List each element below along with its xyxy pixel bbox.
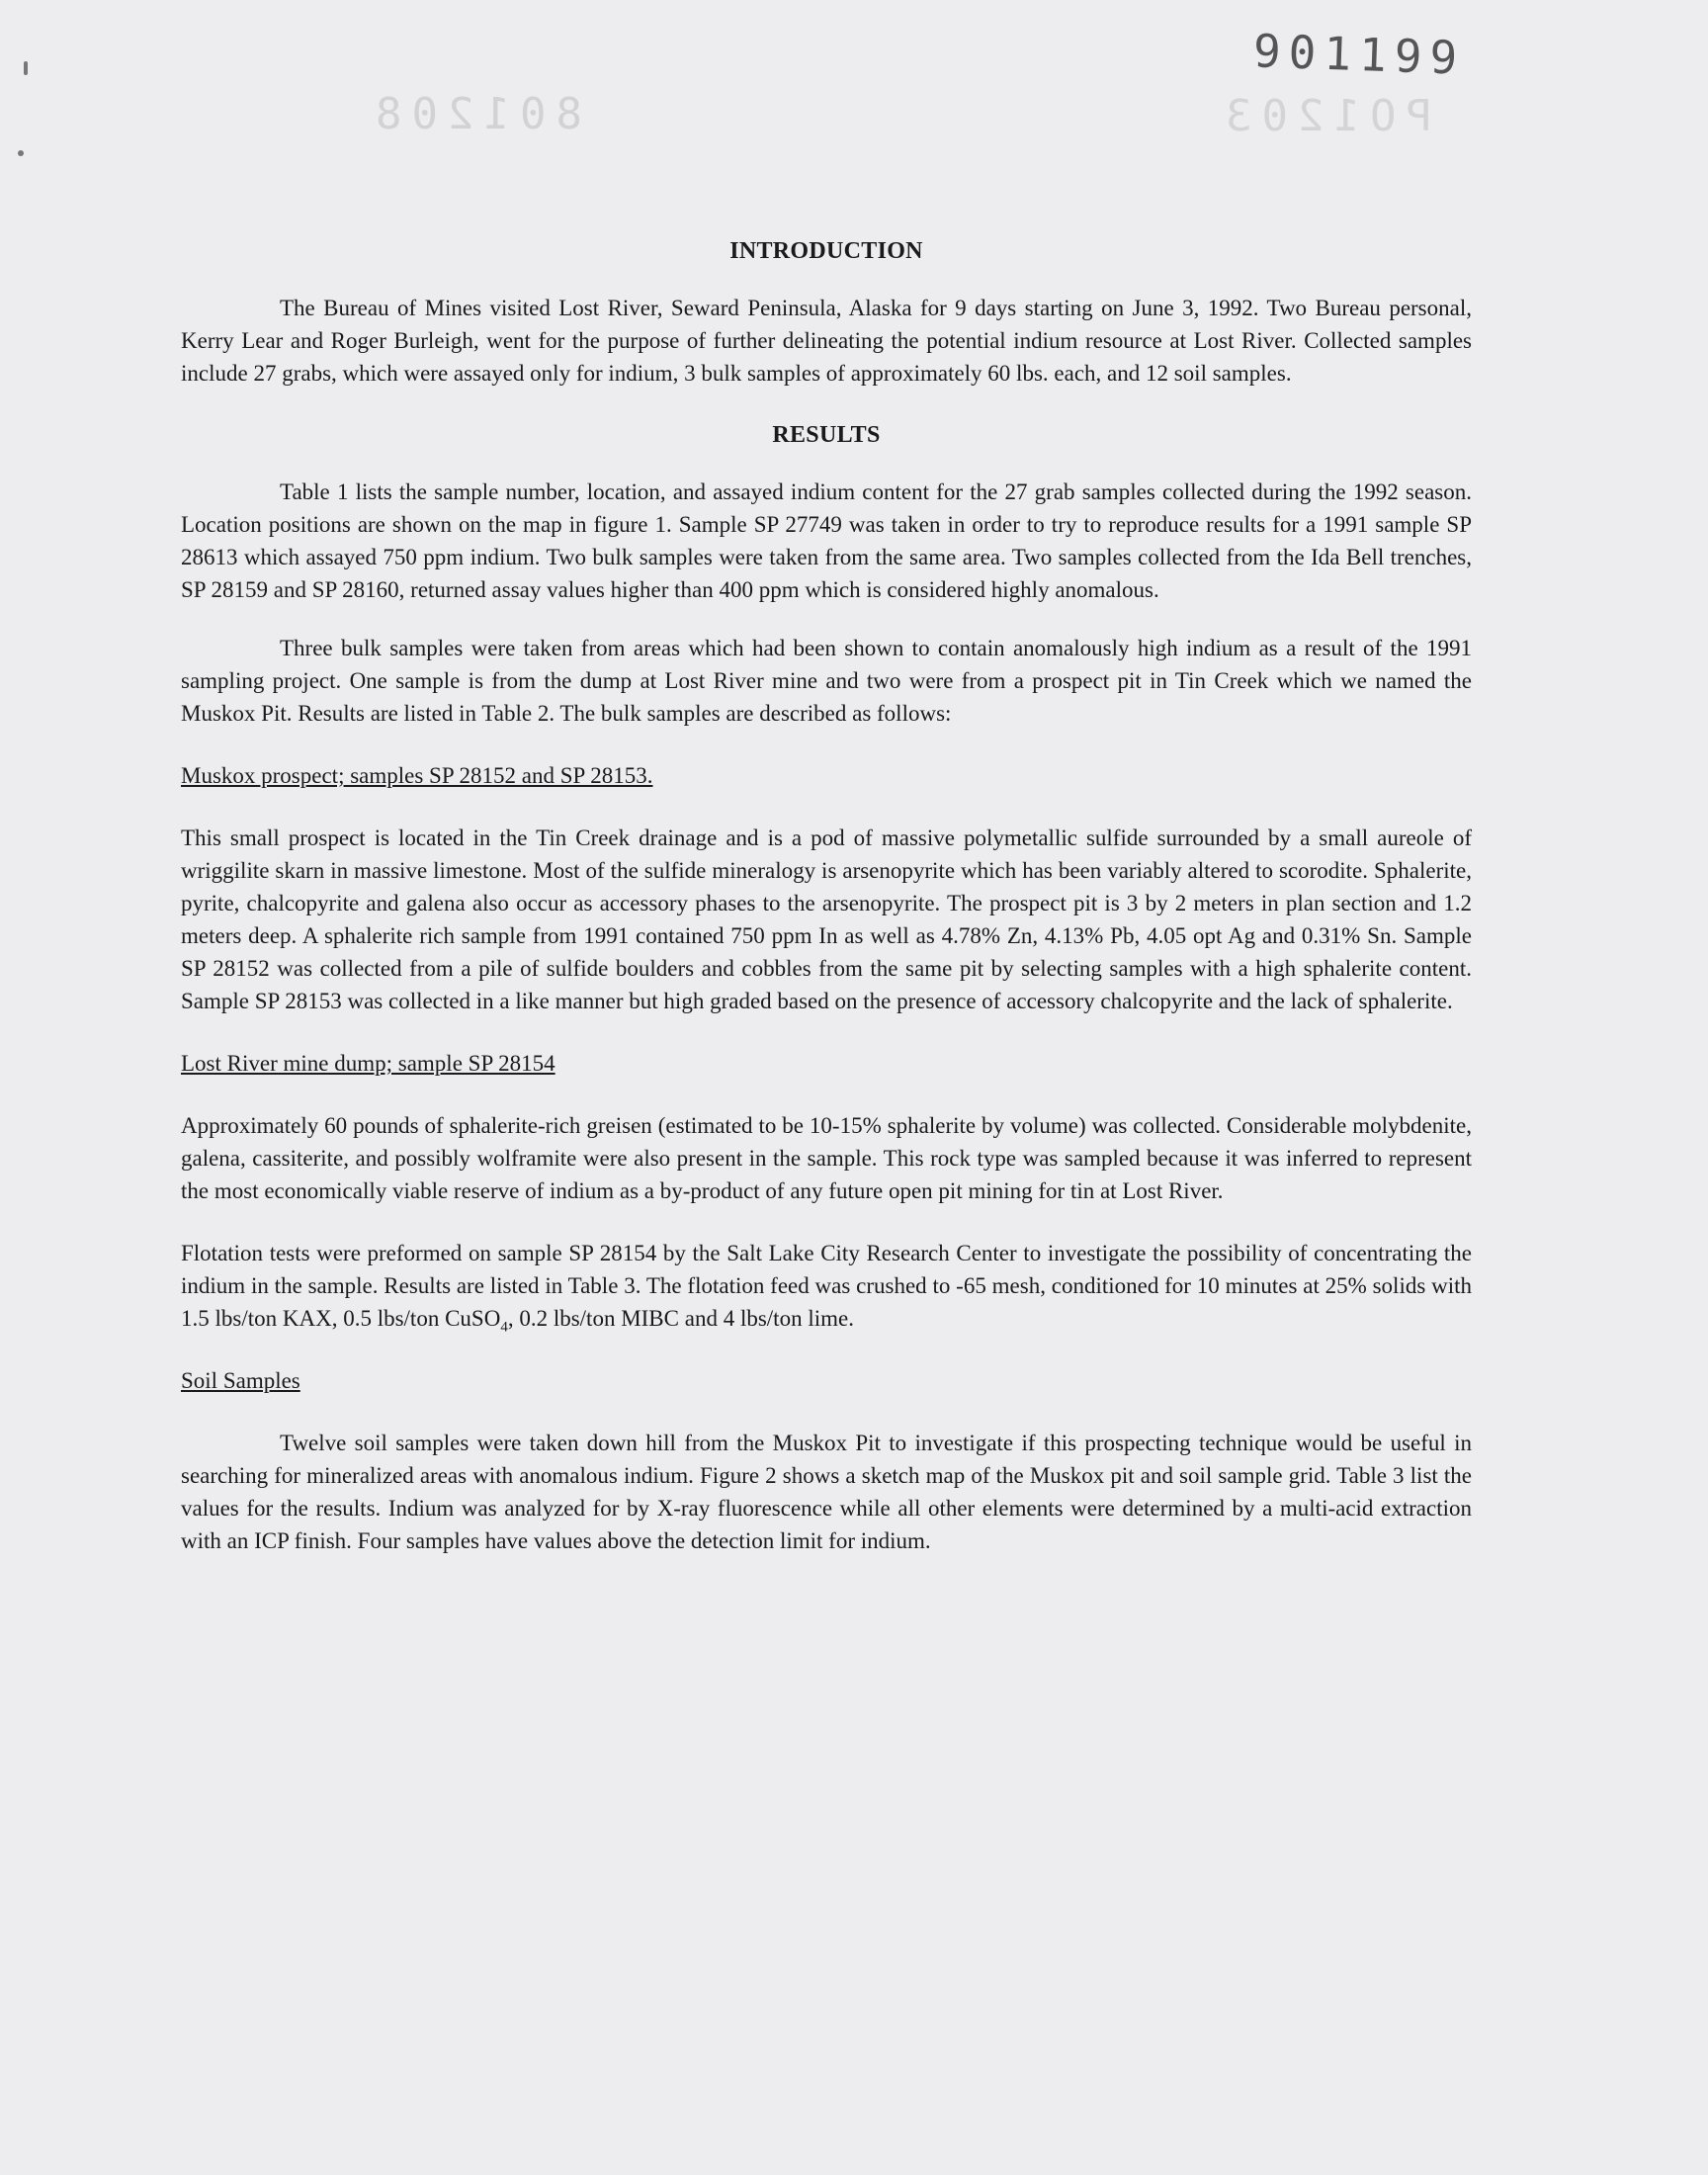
results-paragraph-2: Three bulk samples were taken from areas which had been shown to contain anomalously high indium as a result of the 1991 sampling project. One sample is from the dump at Lost River mine and two were from a prospect pit in Tin Creek which we named the Muskox Pit. Results are listed in Table 2. The bulk samples are described as follows: — [181, 636, 1472, 726]
muskox-paragraph: This small prospect is located in the Tin Creek drainage and is a pod of massive polymetallic sulfide surrounded by a small aureole of wriggilite skarn in massive limestone. Most of the sulfide mineralogy is arsenopyrite which has been variably altered to scorodite. Sphalerite, pyrite, chalcopyrite and galena also occur as accessory phases to the arsenopyrite. The prospect pit is 3 by 2 meters in plan section and 1.2 meters deep. A sphalerite rich sample from 1991 contained 750 ppm In as well as 4.78% Zn, 4.13% Pb, 4.05 opt Ag and 0.31% Sn. Sample SP 28152 was collected from a pile of sulfide boulders and cobbles from the same pit by selecting samples with a high sphalerite content. Sample SP 28153 was collected in a like manner but high graded based on the presence of accessory chalcopyrite and the lack of sphalerite. — [181, 826, 1472, 1013]
margin-mark-dot — [18, 150, 24, 156]
flotation-text-start: Flotation tests were preformed on sample SP 28154 by the Salt Lake City Research Center to investigate the possibility of concentrating the indium in the sample. Results are listed in Table 3. The flotation feed was crushed to -65 mesh, conditioned for 10 minutes at 25% solids with 1.5 lbs/ton KAX, 0.5 lbs/ton CuSO — [181, 1241, 1472, 1331]
document-body — [181, 229, 1472, 1587]
flotation-paragraph — [181, 1237, 1472, 1335]
lost-river-paragraph-1: Approximately 60 pounds of sphalerite-rich greisen (estimated to be 10-15% sphalerite by volume) was collected. Considerable molybdenite, galena, cassiterite, and possibly wolframite were also present in the sample. This rock type was sampled because it was inferred to represent the most economically viable reserve of indium as a by-product of any future open pit mining for tin at Lost River. — [181, 1113, 1472, 1203]
document-number: 901199 — [1252, 24, 1467, 85]
soil-subheading: Soil Samples — [181, 1368, 300, 1393]
results-heading: RESULTS — [772, 422, 881, 448]
flotation-text-end: , 0.2 lbs/ton MIBC and 4 lbs/ton lime. — [507, 1306, 854, 1331]
muskox-subheading: Muskox prospect; samples SP 28152 and SP 28153. — [181, 763, 653, 788]
lost-river-subheading: Lost River mine dump; sample SP 28154 — [181, 1051, 555, 1076]
results-paragraph-1: Table 1 lists the sample number, location, and assayed indium content for the 27 grab samples collected during the 1992 season. Location positions are shown on the map in figure 1. Sample SP 27749 was taken in order to try to reproduce results for a 1991 sample SP 28613 which assayed 750 ppm indium. Two bulk samples were taken from the same area. Two samples collected from the Ida Bell trenches, SP 28159 and SP 28160, returned assay values higher than 400 ppm which is considered highly anomalous. — [181, 479, 1472, 602]
bleed-through-number: 801208 — [366, 89, 582, 139]
soil-paragraph: Twelve soil samples were taken down hill from the Muskox Pit to investigate if this prospecting technique would be useful in searching for mineralized areas with anomalous indium. Figure 2 shows a sketch map of the Muskox pit and soil sample grid. Table 3 list the values for the results. Indium was analyzed for by X-ray fluorescence while all other elements were determined by a multi-acid extraction with an ICP finish. Four samples have values above the detection limit for indium. — [181, 1431, 1472, 1553]
introduction-heading: INTRODUCTION — [729, 238, 923, 264]
cuso4-subscript: 4 — [500, 1319, 508, 1336]
margin-mark-top — [24, 61, 28, 75]
introduction-paragraph: The Bureau of Mines visited Lost River, Seward Peninsula, Alaska for 9 days starting on June 3, 1992. Two Bureau personal, Kerry Lear and Roger Burleigh, went for the purpose of further delineating the potential indium resource at Lost River. Collected samples include 27 grabs, which were assayed only for indium, 3 bulk samples of approximately 60 lbs. each, and 12 soil samples. — [181, 296, 1472, 386]
bleed-through-number-2: PO1203 — [1216, 91, 1432, 141]
